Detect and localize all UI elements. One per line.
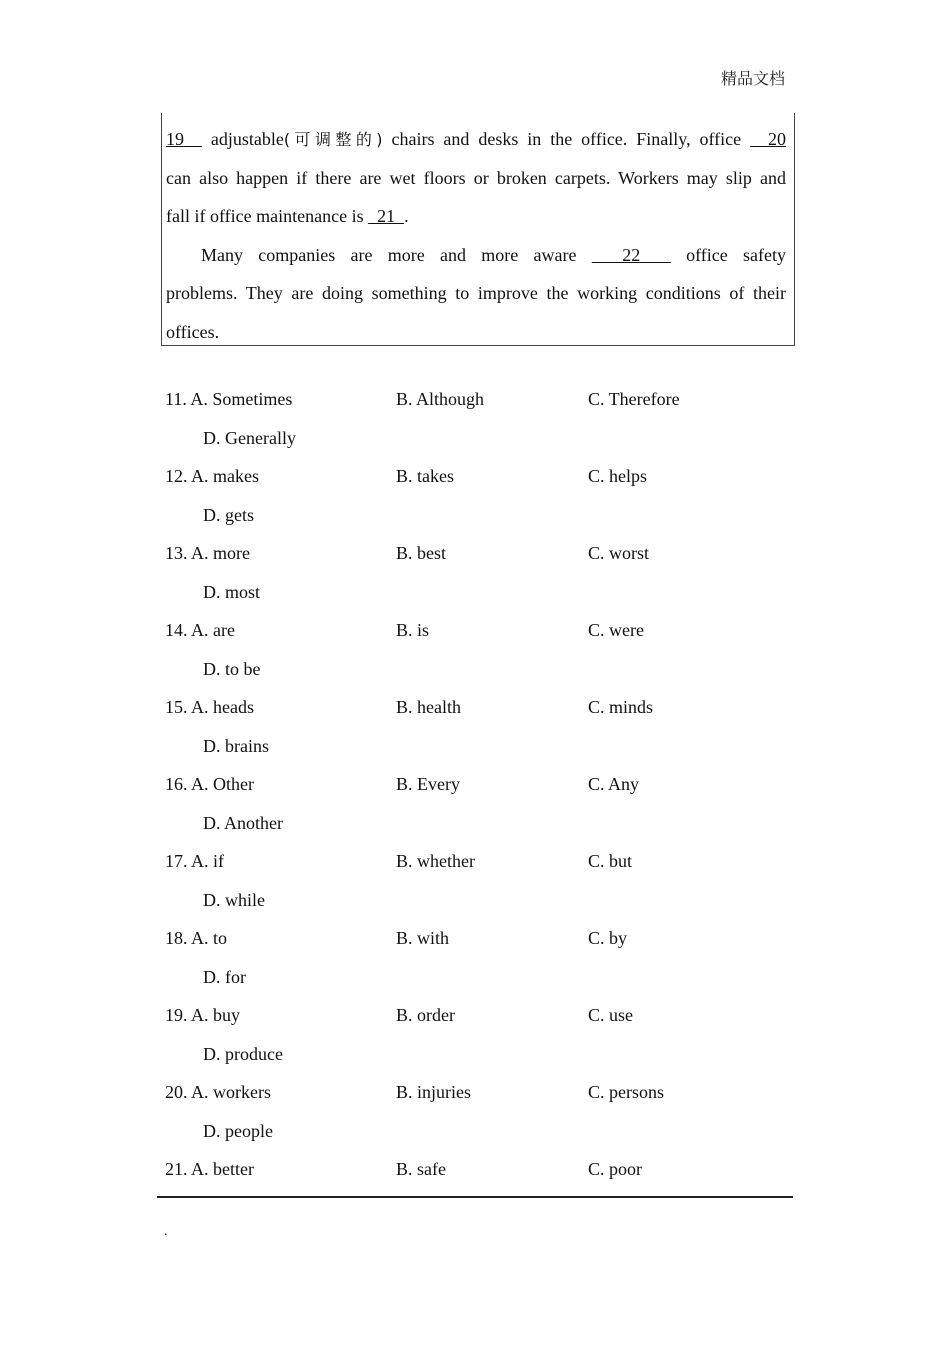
passage-line-5: problems. They are doing something to improve the working conditions of their [166,283,786,303]
passage-text: fall if office maintenance is [166,206,369,226]
blank-22: 22 [591,245,671,265]
passage-text: Many companies are more and more aware [201,245,592,265]
q20-option-c: C. persons [588,1082,664,1102]
q17-option-c: C. but [588,851,633,871]
header-mark: 精品文档 [720,69,785,88]
q18-option-d: D. for [203,967,246,987]
q18-option-c: C. by [588,928,628,948]
passage-line-2: can also happen if there are wet floors or broken carpets. Workers may slip and [166,168,786,188]
passage-line-4 [201,244,786,266]
q15-option-a: 15. A. heads [165,697,254,717]
q17-option-a: 17. A. if [165,851,225,871]
passage-box [161,113,795,346]
q16-option-b: B. Every [396,774,460,794]
passage-text: adjustable [201,129,284,149]
q12-option-c: C. helps [588,466,648,486]
q15-option-b: B. health [396,697,461,717]
q15-option-d: D. brains [203,736,269,756]
q12-option-b: B. takes [396,466,454,486]
passage-text: chairs and desks in the office. Finally, office [382,129,751,149]
footer-divider [157,1196,793,1198]
q14-option-a: 14. A. are [165,620,235,640]
q11-option-a: 11. A. Sometimes [165,389,293,409]
q19-option-d: D. produce [203,1044,283,1064]
q21-option-c: C. poor [588,1159,642,1179]
q14-option-b: B. is [396,620,430,640]
q18-option-b: B. with [396,928,450,948]
q11-option-d: D. Generally [203,428,296,448]
blank-21: 21 [368,206,405,226]
q18-option-a: 18. A. to [165,928,228,948]
blank-20: 20 [750,129,786,149]
q15-option-c: C. minds [588,697,654,717]
q13-option-b: B. best [396,543,447,563]
q20-option-a: 20. A. workers [165,1082,271,1102]
q20-option-b: B. injuries [396,1082,471,1102]
passage-line-6: offices. [166,322,220,342]
passage-text: office safety [670,245,786,265]
q16-option-a: 16. A. Other [165,774,254,794]
q16-option-d: D. Another [203,813,283,833]
q21-option-a: 21. A. better [165,1159,254,1179]
q11-option-b: B. Although [396,389,485,409]
q17-option-b: B. whether [396,851,475,871]
passage-text: . [404,206,409,226]
blank-19: 19 [166,129,202,149]
q11-option-c: C. Therefore [588,389,680,409]
q12-option-a: 12. A. makes [165,466,259,486]
passage-line-1 [166,128,786,151]
q19-option-b: B. order [396,1005,455,1025]
q13-option-a: 13. A. more [165,543,250,563]
q14-option-c: C. were [588,620,644,640]
q19-option-a: 19. A. buy [165,1005,241,1025]
q16-option-c: C. Any [588,774,640,794]
q14-option-d: D. to be [203,659,261,679]
footer-dot: . [164,1224,168,1239]
q12-option-d: D. gets [203,505,254,525]
passage-line-3 [166,205,786,227]
q19-option-c: C. use [588,1005,633,1025]
q20-option-d: D. people [203,1121,273,1141]
q13-option-d: D. most [203,582,261,602]
q21-option-b: B. safe [396,1159,446,1179]
chinese-gloss: (可调整的) [283,130,383,149]
q13-option-c: C. worst [588,543,650,563]
q17-option-d: D. while [203,890,265,910]
